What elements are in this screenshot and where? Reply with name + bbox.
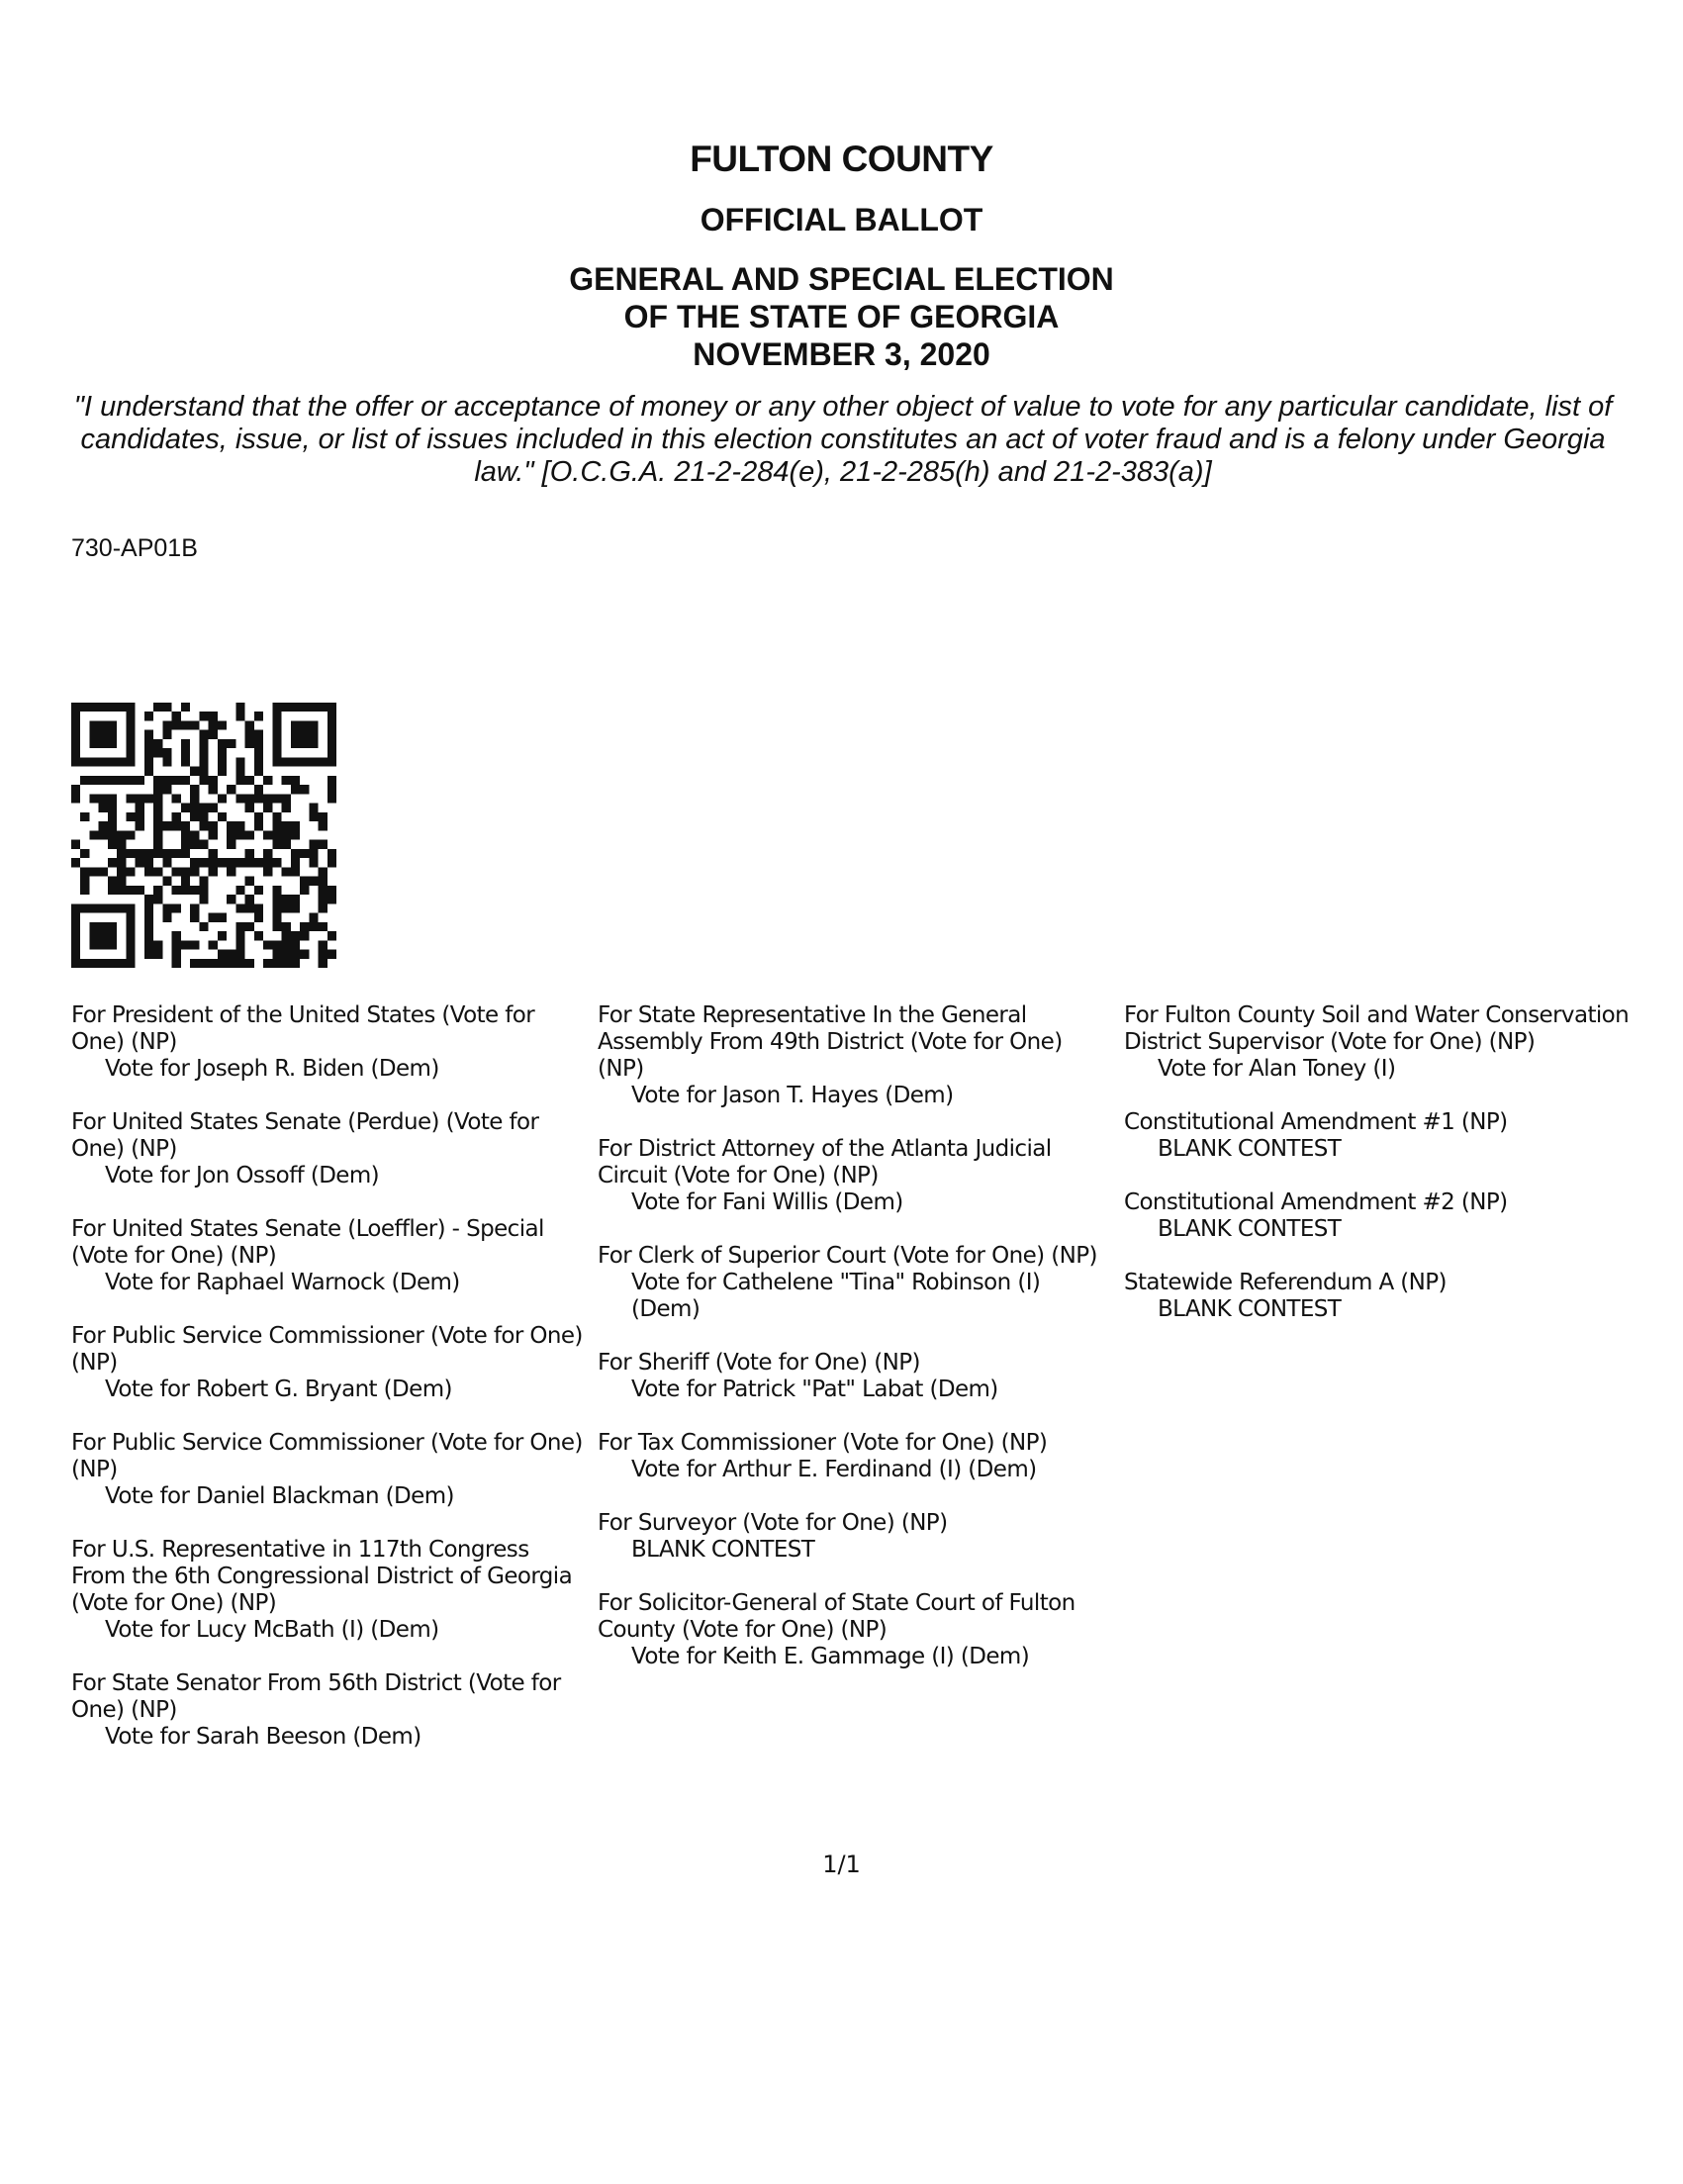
contest-choice: Vote for Patrick "Pat" Labat (Dem) [631, 1377, 998, 1402]
contest-title: For United States Senate (Perdue) (Vote for One) (NP) [71, 1109, 539, 1162]
contest-choice: BLANK CONTEST [1158, 1216, 1342, 1242]
contest-choice: Vote for Keith E. Gammage (I) (Dem) [631, 1644, 1030, 1669]
contest-title: For State Representative In the General Assembly From 49th District (Vote for One) (NP) [598, 1002, 1063, 1082]
contest-title: For Tax Commissioner (Vote for One) (NP) [598, 1430, 1048, 1456]
ballot-style-id: 730-AP01B [71, 534, 198, 562]
election-line-1: GENERAL AND SPECIAL ELECTION [569, 261, 1114, 297]
contest-title: For President of the United States (Vote for One) (NP) [71, 1002, 535, 1055]
contest [1124, 1002, 1638, 1083]
contest-choice: BLANK CONTEST [1158, 1136, 1342, 1162]
contest-title: For U.S. Representative in 117th Congress From the 6th Congressional District of Georgia (Vote for One) (NP) [71, 1537, 573, 1616]
contest-choice: BLANK CONTEST [631, 1537, 815, 1563]
contest-choice: Vote for Robert G. Bryant (Dem) [105, 1377, 452, 1402]
contest-choice: Vote for Daniel Blackman (Dem) [105, 1483, 454, 1509]
contest-choice: Vote for Jason T. Hayes (Dem) [631, 1083, 954, 1108]
contest-choice: Vote for Alan Toney (I) [1158, 1056, 1396, 1082]
contest-title: For Fulton County Soil and Water Conservation District Supervisor (Vote for One) (NP) [1124, 1002, 1630, 1055]
contest-title: For Public Service Commissioner (Vote for One) (NP) [71, 1430, 583, 1482]
contest [598, 1590, 1112, 1670]
qr-code-icon [71, 703, 336, 968]
contest [598, 1136, 1112, 1216]
contest [598, 1430, 1112, 1483]
contest-title: Constitutional Amendment #2 (NP) [1124, 1189, 1508, 1215]
page-number: 1/1 [822, 1851, 861, 1878]
contest-column-3 [1124, 1002, 1638, 1350]
contest [598, 1510, 1112, 1564]
contest [1124, 1189, 1638, 1243]
contest-choice: Vote for Jon Ossoff (Dem) [105, 1163, 380, 1188]
contest-choice: Vote for Cathelene "Tina" Robinson (I) (Dem) [631, 1270, 1041, 1322]
contest [71, 1430, 586, 1510]
election-line-2: OF THE STATE OF GEORGIA [623, 299, 1060, 334]
contest-title: For District Attorney of the Atlanta Judicial Circuit (Vote for One) (NP) [598, 1136, 1052, 1188]
contest-title: For Surveyor (Vote for One) (NP) [598, 1510, 948, 1536]
county-title: FULTON COUNTY [690, 139, 993, 179]
contest [71, 1323, 586, 1403]
contest [71, 1537, 586, 1644]
contest [71, 1109, 586, 1189]
contest-choice: Vote for Joseph R. Biden (Dem) [105, 1056, 439, 1082]
contest-column-1 [71, 1002, 586, 1777]
contest-title: Statewide Referendum A (NP) [1124, 1270, 1447, 1295]
contest-title: Constitutional Amendment #1 (NP) [1124, 1109, 1508, 1135]
election-date: NOVEMBER 3, 2020 [693, 336, 990, 372]
voter-oath-statement: "I understand that the offer or acceptance of money or any other object of value to vote for any particular candidate, list of candidates, issue, or list of issues included in this election constitutes an act of voter fraud and is a felony under Georgia law." [O.C.G.A. 21-2-284(e), 21-2-285(h) and 21-2-383(a)] [73, 391, 1613, 488]
contest-choice: Vote for Raphael Warnock (Dem) [105, 1270, 460, 1295]
contest-title: For State Senator From 56th District (Vote for One) (NP) [71, 1670, 561, 1723]
contest-title: For Solicitor-General of State Court of Fulton County (Vote for One) (NP) [598, 1590, 1075, 1643]
contest-title: For Public Service Commissioner (Vote for One) (NP) [71, 1323, 583, 1376]
contest-title: For United States Senate (Loeffler) - Special (Vote for One) (NP) [71, 1216, 544, 1269]
contest [1124, 1109, 1638, 1163]
ballot-title: OFFICIAL BALLOT [700, 202, 983, 237]
contest-title: For Sheriff (Vote for One) (NP) [598, 1350, 920, 1376]
contest [71, 1216, 586, 1296]
contest [71, 1002, 586, 1083]
contest [598, 1002, 1112, 1109]
election-title [0, 260, 1683, 373]
contest-column-2 [598, 1002, 1112, 1697]
contest [598, 1350, 1112, 1403]
contest [598, 1243, 1112, 1323]
contest-choice: Vote for Fani Willis (Dem) [631, 1189, 903, 1215]
ballot-header [0, 139, 1683, 373]
contest-choice: Vote for Lucy McBath (I) (Dem) [105, 1617, 439, 1643]
contest-choice: BLANK CONTEST [1158, 1296, 1342, 1322]
contest-choice: Vote for Sarah Beeson (Dem) [105, 1724, 421, 1750]
contest-choice: Vote for Arthur E. Ferdinand (I) (Dem) [631, 1457, 1037, 1482]
contest [1124, 1270, 1638, 1323]
contest-title: For Clerk of Superior Court (Vote for One) (NP) [598, 1243, 1097, 1269]
contest [71, 1670, 586, 1751]
